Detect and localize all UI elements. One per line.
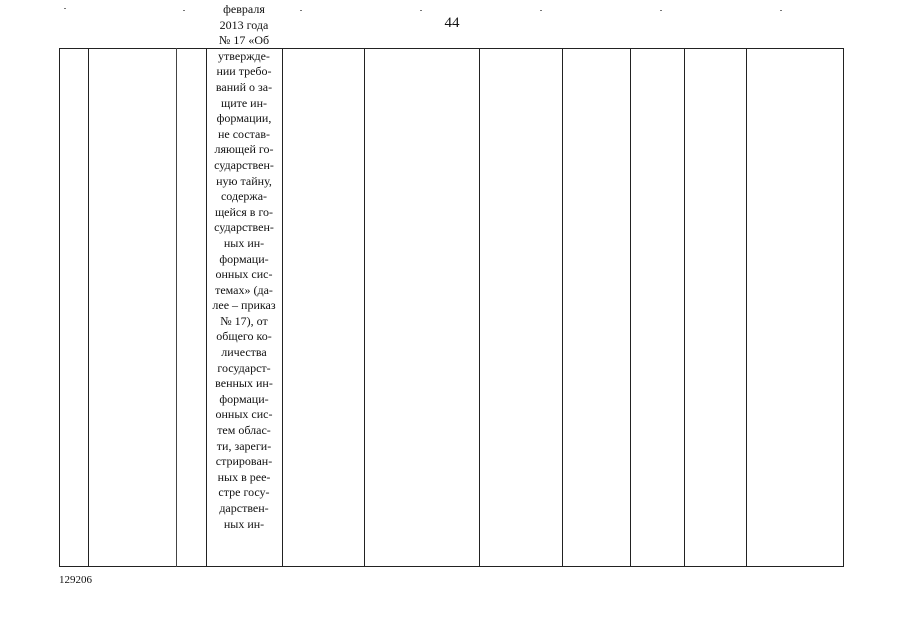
- cell-text-line: общего ко-: [216, 329, 272, 344]
- scan-artifact: [660, 10, 662, 11]
- cell-text-line: февраля: [223, 2, 265, 16]
- cell-text-line: 2013 года: [219, 17, 269, 32]
- cell-text-line: формаци-: [219, 391, 269, 406]
- cell-text-line: дарствен-: [219, 501, 269, 515]
- cell-text-line: № 17), от: [220, 313, 268, 328]
- column-border: [176, 48, 177, 567]
- cell-text-line: ных в рее-: [217, 469, 271, 484]
- cell-text-line: нии требо-: [216, 64, 272, 79]
- cell-text-line: щите ин-: [220, 95, 268, 110]
- column-border: [88, 48, 89, 567]
- cell-text-line: щейся в го-: [214, 204, 274, 219]
- cell-text-line: онных сис-: [215, 407, 273, 422]
- column-border: [479, 48, 480, 567]
- cell-text-line: сударствен-: [214, 157, 274, 172]
- column-border: [364, 48, 365, 567]
- cell-text-line: тем облас-: [217, 423, 271, 438]
- cell-text-line: ных ин-: [223, 235, 265, 250]
- cell-text-line: государст-: [217, 360, 271, 375]
- cell-text-line: венных ин-: [215, 376, 273, 391]
- scan-artifact: [420, 10, 422, 11]
- cell-text-line: лее – приказ: [212, 298, 276, 313]
- column-border: [630, 48, 631, 567]
- cell-text-line: темах» (да-: [215, 282, 273, 297]
- scan-artifact: [300, 10, 302, 11]
- table-cell-text: [207, 2, 281, 532]
- cell-text-line: формации,: [216, 111, 272, 126]
- cell-text-line: ляющей го-: [214, 142, 274, 157]
- cell-text-line: стре госу-: [218, 485, 270, 500]
- cell-text-line: личества: [221, 345, 267, 360]
- document-table: [59, 48, 844, 567]
- cell-text-line: стрирован-: [215, 454, 273, 469]
- column-border: [59, 48, 60, 567]
- document-id: 129206: [59, 574, 92, 586]
- column-border: [843, 48, 844, 567]
- scan-artifact: [64, 8, 66, 9]
- cell-text-line: онных сис-: [215, 267, 273, 282]
- cell-text-line: утвержде-: [218, 48, 270, 63]
- cell-text-line: содержа-: [220, 189, 268, 204]
- cell-text-line: ных ин-: [223, 516, 265, 531]
- cell-text-line: не состав-: [217, 126, 271, 141]
- cell-text-line: ваний о за-: [215, 79, 273, 94]
- cell-text-line: № 17 «Об: [218, 33, 270, 48]
- column-border: [562, 48, 563, 567]
- column-border: [684, 48, 685, 567]
- cell-text-line: ти, зареги-: [216, 438, 272, 453]
- scan-artifact: [183, 10, 185, 11]
- scan-artifact: [540, 10, 542, 11]
- page-number: 44: [444, 15, 460, 31]
- column-border: [746, 48, 747, 567]
- cell-text-line: сударствен-: [214, 220, 274, 235]
- column-border: [282, 48, 283, 567]
- scan-artifact: [780, 10, 782, 11]
- cell-text-line: формаци-: [219, 251, 269, 266]
- cell-text-line: ную тайну,: [216, 173, 272, 188]
